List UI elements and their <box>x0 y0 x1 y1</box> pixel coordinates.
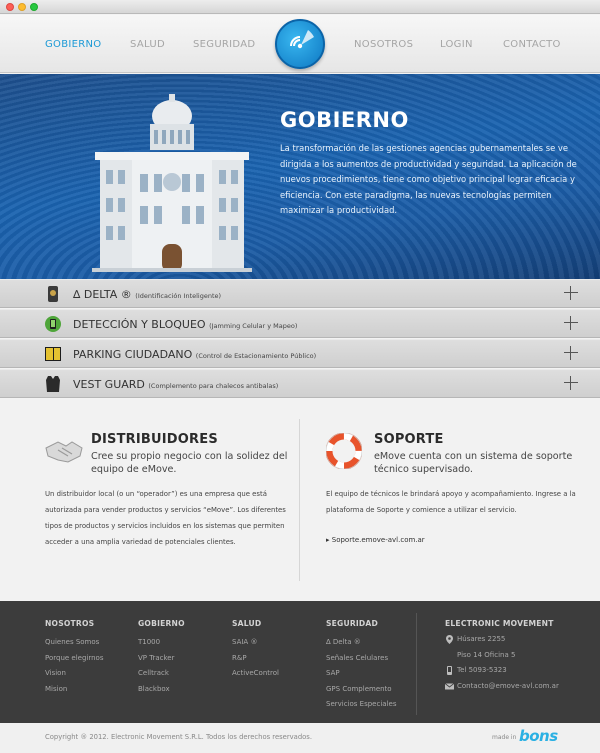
footer-divider <box>416 613 417 715</box>
footer-heading: GOBIERNO <box>138 619 185 628</box>
nav-gobierno[interactable]: GOBIERNO <box>45 39 102 50</box>
nav-login[interactable]: LOGIN <box>440 39 473 50</box>
soporte-link[interactable]: Soporte.emove-avl.com.ar <box>331 536 425 544</box>
accordion-title: VEST GUARD <box>73 378 145 391</box>
window-titlebar <box>0 0 600 14</box>
footer-heading: NOSOTROS <box>45 619 95 628</box>
expand-plus-icon[interactable] <box>564 376 578 390</box>
footer-link[interactable]: ActiveControl <box>232 669 279 677</box>
location-pin-icon <box>445 635 454 644</box>
footer-link[interactable]: T1000 <box>138 638 161 646</box>
accordion-note: (Control de Estacionamiento Público) <box>195 352 317 360</box>
expand-plus-icon[interactable] <box>564 286 578 300</box>
accordion-title: ∆ DELTA ® <box>73 288 132 301</box>
footer-link[interactable]: Porque elegirnos <box>45 653 104 662</box>
nav-contacto[interactable]: CONTACTO <box>503 39 561 50</box>
footer-link[interactable]: Mision <box>45 684 68 693</box>
nav-nosotros[interactable]: NOSOTROS <box>354 39 414 50</box>
delta-badge-icon <box>45 285 61 303</box>
footer-column-nosotros <box>45 619 104 697</box>
main-navigation <box>0 15 600 73</box>
footer-link[interactable]: Servicios Especiales <box>326 700 397 708</box>
company-address-line1: Húsares 2255 <box>457 635 506 643</box>
phone-icon <box>445 666 454 675</box>
accordion-note: (Identificación Inteligente) <box>135 292 222 300</box>
soporte-subtitle: eMove cuenta con un sistema de soporte técnico supervisado. <box>374 451 573 475</box>
company-email-link[interactable]: Contacto@emove-avl.com.ar <box>457 682 559 690</box>
accordion-row-deteccion[interactable] <box>0 309 600 338</box>
info-section <box>0 399 600 601</box>
accordion-row-parking[interactable] <box>0 339 600 368</box>
section-divider <box>299 419 300 581</box>
footer-heading: ELECTRONIC MOVEMENT <box>445 619 554 628</box>
accordion-row-delta[interactable] <box>0 279 600 308</box>
emove-logo[interactable] <box>275 19 325 69</box>
accordion-title: PARKING CIUDADANO <box>73 348 193 361</box>
copyright-text: Copyright ® 2012. Electronic Movement S.R.L. Todos los derechos reservados. <box>45 733 313 741</box>
minimize-window-button[interactable] <box>18 3 26 11</box>
hero-banner <box>0 74 600 279</box>
phone-block-icon <box>45 315 61 333</box>
footer-column-salud <box>232 619 279 682</box>
distribuidores-title: DISTRIBUIDORES <box>91 432 218 447</box>
footer-link[interactable]: R&P <box>232 653 247 662</box>
zoom-window-button[interactable] <box>30 3 38 11</box>
soporte-body: El equipo de técnicos le brindará apoyo y acompañamiento. Ingrese a la plataforma de Soporte y comience a utilizar el servicio. <box>326 490 576 514</box>
company-phone: Tel 5093-5323 <box>457 666 507 674</box>
accordion-note: (Complemento para chalecos antibalas) <box>148 382 279 390</box>
accordion-note: (Jamming Celular y Mapeo) <box>209 322 298 330</box>
expand-plus-icon[interactable] <box>564 346 578 360</box>
soporte-title: SOPORTE <box>374 432 444 447</box>
footer-column-company <box>445 619 554 635</box>
footer-link[interactable]: GPS Complemento <box>326 684 392 693</box>
footer-heading: SEGURIDAD <box>326 619 379 628</box>
parking-phone-icon <box>45 345 61 363</box>
nav-salud[interactable]: SALUD <box>130 39 165 50</box>
handshake-icon <box>44 436 84 468</box>
expand-plus-icon[interactable] <box>564 316 578 330</box>
bottom-bar <box>0 723 600 753</box>
footer-link[interactable]: Quienes Somos <box>45 638 100 646</box>
hero-description: La transformación de las gestiones agencias gubernamentales se ve dirigida a los aumentos de productividad y seguridad. La aplicación de nuevos procedimientos, tiene como objetivo principal lograr eficacia y eficiencia. Con este paradigma, las nuevas tecnologías permiten maximizar la productividad. <box>280 143 577 216</box>
government-building-icon <box>92 94 252 272</box>
footer-link[interactable]: SAP <box>326 669 340 677</box>
distribuidores-body: Un distribuidor local (o un “operador”) es una empresa que está autorizada para vender productos y servicios “eMove”. Los diferentes tipos de productos y servicios incluidos en los sistemas que permiten acceder a una amplia variedad de potenciales clientes. <box>45 490 286 546</box>
link-arrow-icon: ▸ <box>326 536 332 544</box>
footer-link[interactable]: SAIA ® <box>232 638 258 646</box>
footer-link[interactable]: Señales Celulares <box>326 653 389 662</box>
company-address-line2: Piso 14 Oficina 5 <box>457 651 516 659</box>
made-in-label: made in <box>492 734 517 741</box>
nav-seguridad[interactable]: SEGURIDAD <box>193 39 256 50</box>
distribuidores-subtitle: Cree su propio negocio con la solidez del equipo de eMove. <box>91 451 288 475</box>
footer <box>0 601 600 723</box>
mail-icon <box>445 682 454 691</box>
vest-icon <box>45 375 61 393</box>
footer-column-gobierno <box>138 619 185 697</box>
footer-link[interactable]: Blackbox <box>138 684 170 693</box>
footer-link[interactable]: VP Tracker <box>138 653 175 662</box>
footer-link[interactable]: Vision <box>45 669 66 677</box>
footer-link[interactable]: Celltrack <box>138 669 169 677</box>
lifebuoy-icon <box>326 433 362 469</box>
accordion-row-vest-guard[interactable] <box>0 369 600 398</box>
footer-link[interactable]: ∆ Delta ® <box>326 638 361 646</box>
footer-heading: SALUD <box>232 619 262 628</box>
hero-title: GOBIERNO <box>280 108 409 132</box>
logo-signal-icon <box>277 21 323 67</box>
accordion-title: DETECCIÓN Y BLOQUEO <box>73 318 206 331</box>
close-window-button[interactable] <box>6 3 14 11</box>
bons-logo-link[interactable]: bons <box>519 727 558 745</box>
footer-column-seguridad <box>326 619 396 713</box>
